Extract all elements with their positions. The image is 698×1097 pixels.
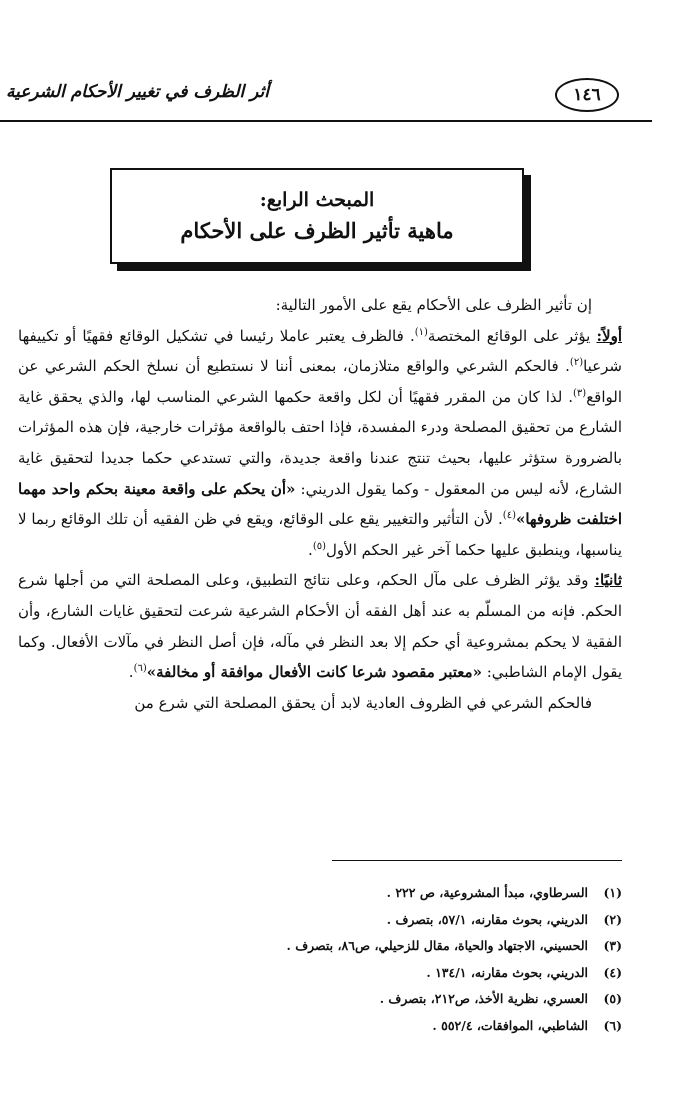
footnote-number: (١) (603, 885, 622, 900)
running-title: أثر الظرف في تغيير الأحكام الشرعية (6, 82, 270, 102)
footnotes (18, 880, 622, 1039)
intro-paragraph: إن تأثير الظرف على الأحكام يقع على الأمور التالية: (275, 296, 592, 314)
first-text-6: . (308, 540, 313, 559)
body-text (18, 290, 622, 718)
quote-durayni: «أن يحكم على واقعة معينة بحكم واحد مهما اختلفت ظروفها» (18, 479, 622, 529)
footnote-number: (٦) (603, 1017, 622, 1033)
footnote-text: الحسيني، الاجتهاد والحياة، مقال للزحيلي، ص٨٦، بتصرف . (286, 938, 588, 953)
footnote-text: العسري، نظرية الأخذ، ص٢١٢، بتصرف . (379, 991, 588, 1006)
footnote-text: الدريني، بحوث مقارنه، ٥٧/١، بتصرف . (386, 911, 588, 927)
footnote-number: (٤) (603, 964, 622, 980)
page-number: ١٤٦ (555, 78, 619, 112)
first-text-4: . لذا كان من المقرر فقهيًا أن لكل واقعة حكمها الشرعي المناسب لها، والذي يحقق غاية الشارع من تحقيق المصلحة ودرء المفسدة، فإذا احتف بالواقعة مؤثرات خارجية، فإن هذه المؤثرات بالضرورة ستؤثر عليها، بحيث تنتج عندنا واقعة جديدة، والتي تستدعي حكما جديدا لتحقيق غاية الشارع، لأنه ليس من المعقول - وكما يقول الدريني: (18, 387, 622, 498)
footnote (18, 1013, 622, 1040)
footnote-ref-5: (٥) (312, 540, 326, 552)
first-text-5: . لأن التأثير والتغيير يقع على الوقائع، ويقع في ظن الفقيه أن تلك الوقائع ربما لا يناسبها، وينطبق عليها حكما آخر غير الحكم الأول (18, 510, 622, 559)
footnote (18, 880, 622, 907)
footnote-ref-2: (٢) (569, 357, 584, 369)
footnote-number: (٥) (603, 991, 622, 1006)
footnote (18, 907, 622, 934)
section-heading: المبحث الرابع: (259, 189, 375, 211)
footnote-number: (٣) (603, 938, 622, 953)
footnote-ref-6: (٦) (133, 663, 147, 675)
footnote-text: الدريني، بحوث مقارنه، ١٣٤/١ . (426, 964, 588, 980)
section-title-box (110, 168, 524, 264)
paragraph-third: فالحكم الشرعي في الظروف العادية لابد أن يحقق المصلحة التي شرع من (134, 693, 592, 712)
second-text-2: . (128, 663, 134, 682)
first-text-1: يؤثر على الوقائع المختصة (427, 326, 597, 345)
first-text-3: . فالحكم الشرعي والواقع متلازمان، بمعنى أننا لا نستطيع أن نسلخ الحكم الشرعي عن الواقع (18, 357, 622, 406)
footnote-text: الشاطبي، الموافقات، ٥٥٢/٤ . (432, 1017, 588, 1033)
footnote (18, 960, 622, 987)
footnote (18, 986, 622, 1013)
first-label: أولاً: (596, 326, 622, 345)
quote-shatibi: «معتبر مقصود شرعا كانت الأفعال موافقة أو مخالفة» (146, 663, 482, 682)
footnote-ref-4: (٤) (502, 510, 516, 522)
header-rule (0, 120, 652, 122)
footnote-text: السرطاوي، مبدأ المشروعية، ص ٢٢٢ . (386, 885, 588, 900)
footnote-ref-1: (١) (414, 326, 428, 338)
section-subheading: ماهية تأثير الظرف على الأحكام (180, 218, 454, 243)
second-label: ثانيًا: (594, 571, 622, 590)
footnote-rule (332, 860, 622, 861)
footnote-ref-3: (٣) (573, 387, 587, 399)
footnote (18, 933, 622, 960)
running-header (0, 78, 698, 124)
paragraph-second (18, 565, 622, 687)
footnote-number: (٢) (603, 911, 622, 927)
second-text-1: وقد يؤثر الظرف على مآل الحكم، وعلى نتائج التطبيق، وعلى المصلحة التي من أجلها شرع الحكم. فإنه من المسلّم به عند أهل الفقه أن الأحكام الشرعية شرعت لتحقيق غايات الشارع، وأن الفقية لا يحكم بمشروعية أي حكم إلا بعد النظر في مآله، فإن أصل النظر في مآلات الأفعال. وكما يقول الإمام الشاطبي: (18, 571, 622, 682)
paragraph-first (18, 321, 622, 566)
first-text-2: . فالظرف يعتبر عاملا رئيسا في تشكيل الوقائع فقهيًا أو تكييفها شرعيا (18, 326, 622, 376)
